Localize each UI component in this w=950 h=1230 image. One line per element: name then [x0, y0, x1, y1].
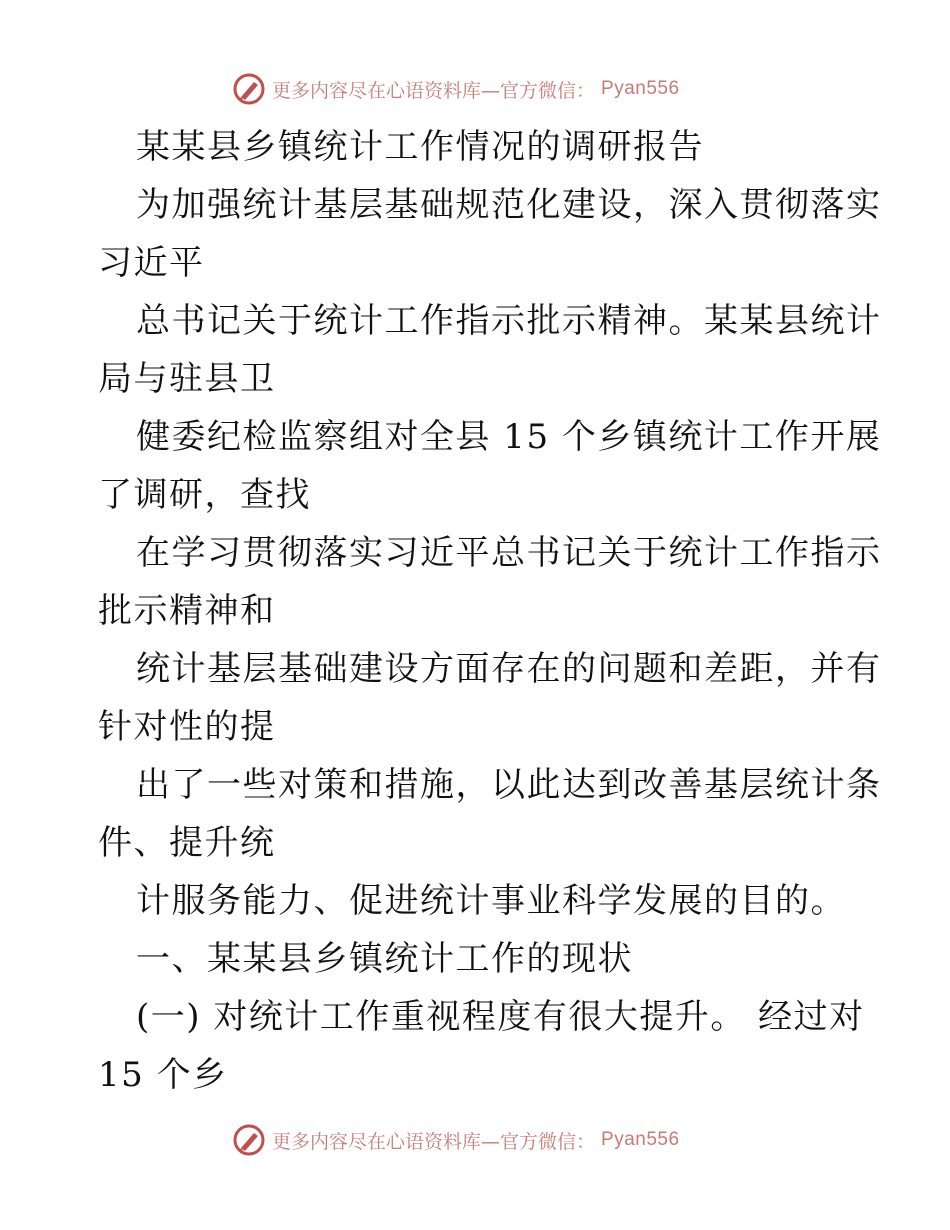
text-line: 计服务能力、促进统计事业科学发展的目的。: [136, 881, 846, 921]
text-line: 总书记关于统计工作指示批示精神。某某县统计: [136, 301, 882, 341]
text-line: 了调研，查找: [98, 475, 311, 515]
text-line: 出了一些对策和措施，以此达到改善基层统计条: [136, 765, 882, 805]
text-line: 件、提升统: [98, 823, 276, 863]
pen-logo-icon: [232, 1123, 266, 1157]
text-line: 健委纪检监察组对全县 15 个乡镇统计工作开展: [136, 417, 882, 457]
text-line: 15 个乡: [98, 1055, 228, 1095]
text-line: 针对性的提: [98, 707, 276, 747]
text-line: 统计基层基础建设方面存在的问题和差距，并有: [136, 649, 882, 689]
header-watermark: [232, 72, 680, 106]
text-line: 一、某某县乡镇统计工作的现状: [136, 939, 633, 979]
text-line: 局与驻县卫: [98, 359, 276, 399]
footer-watermark: [232, 1123, 680, 1157]
document-body: [98, 118, 882, 1104]
watermark-wechat-id: Pyan556: [601, 78, 680, 99]
document-title: 某某县乡镇统计工作情况的调研报告: [136, 127, 704, 167]
text-line: 在学习贯彻落实习近平总书记关于统计工作指示: [136, 533, 882, 573]
watermark-text: 更多内容尽在心语资料库—官方微信：: [272, 1130, 596, 1153]
text-line: 批示精神和: [98, 591, 276, 631]
watermark-text: 更多内容尽在心语资料库—官方微信：: [272, 79, 596, 102]
text-line: 习近平: [98, 243, 205, 283]
text-line: (一) 对统计工作重视程度有很大提升。 经过对: [136, 997, 865, 1037]
pen-logo-icon: [232, 72, 266, 106]
text-line: 为加强统计基层基础规范化建设，深入贯彻落实: [136, 185, 882, 225]
watermark-wechat-id: Pyan556: [601, 1129, 680, 1150]
